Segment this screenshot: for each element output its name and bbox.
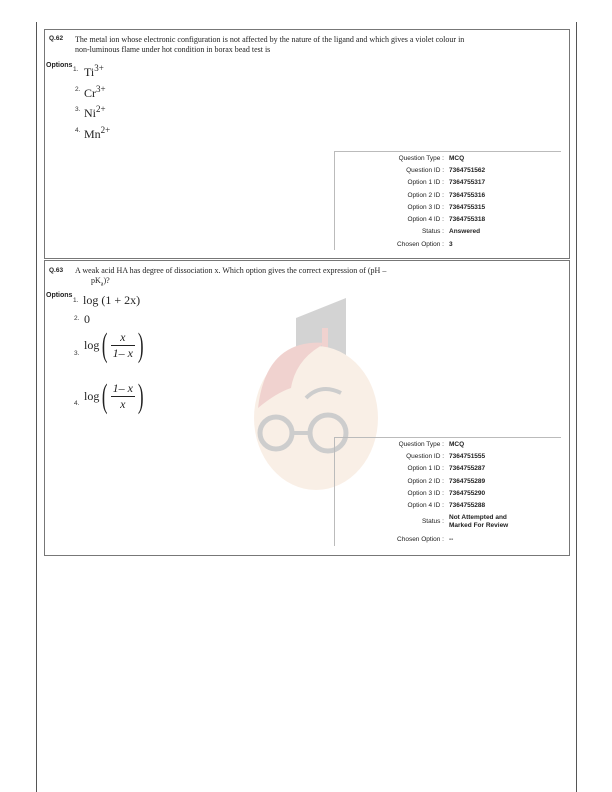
info-row-question-id — [335, 164, 561, 176]
left-page-rule — [36, 22, 37, 792]
question-text-pk: pK — [91, 276, 101, 285]
info-key: Option 3 ID : — [407, 203, 444, 211]
info-key: Option 2 ID : — [407, 477, 444, 485]
info-key: Question ID : — [406, 452, 444, 460]
info-key: Status : — [421, 228, 444, 236]
info-key: Option 3 ID : — [407, 489, 444, 497]
option-base: Ni — [84, 106, 96, 120]
info-value: 7364755287 — [449, 465, 486, 473]
right-paren: ) — [137, 326, 144, 364]
info-key: Status : — [421, 518, 444, 526]
info-key: Question ID : — [406, 166, 444, 174]
info-value: 7364751555 — [449, 452, 486, 460]
option-4-mn[interactable] — [84, 125, 110, 142]
info-value: 7364755318 — [449, 216, 486, 224]
info-row-option-1-id — [335, 463, 561, 475]
option-3-ni[interactable] — [84, 104, 106, 121]
info-row-option-3-id — [335, 487, 561, 499]
options-label: Options — [46, 292, 73, 299]
denominator: x — [120, 397, 126, 411]
question-text-line-1: A weak acid HA has degree of dissociation x. Which option gives the correct expression of (pH – — [75, 266, 387, 275]
denominator: 1– x — [112, 346, 133, 360]
info-value: 7364755288 — [449, 502, 486, 510]
option-charge: 3+ — [94, 63, 104, 73]
question-number: Q.62 — [49, 35, 64, 42]
question-text-sub: a — [100, 281, 104, 288]
option-charge: 3+ — [96, 84, 106, 94]
option-number: 4. — [74, 400, 80, 407]
info-key: Option 1 ID : — [407, 465, 444, 473]
info-row-question-id — [335, 450, 561, 462]
option-number: 2. — [75, 86, 81, 93]
option-number: 3. — [75, 106, 81, 113]
question-text — [75, 266, 465, 290]
question-text-end: )? — [103, 276, 110, 285]
question-text: The metal ion whose electronic configuration is not affected by the nature of the ligand and which gives a violet colour in non-luminous flame under hot condition in borax bead test is — [75, 35, 465, 54]
left-paren: ( — [102, 377, 108, 415]
chosen-value: 3 — [449, 240, 453, 248]
option-base: Ti — [84, 65, 95, 79]
option-1-log[interactable]: log (1 + 2x) — [83, 293, 141, 307]
status-value — [446, 514, 561, 530]
option-number: 2. — [74, 315, 80, 322]
question-62-info-table — [334, 151, 561, 250]
options-label: Options — [46, 62, 73, 69]
option-charge: 2+ — [100, 125, 111, 135]
option-base: Mn — [84, 127, 101, 141]
fraction — [111, 381, 135, 412]
info-row-option-2-id — [335, 475, 561, 487]
info-row-option-4-id — [335, 213, 561, 225]
info-key: Chosen Option : — [397, 240, 444, 248]
chosen-value: -- — [449, 536, 454, 544]
info-value: 7364755316 — [449, 191, 486, 199]
right-paren: ) — [137, 377, 144, 415]
log-text: log — [84, 389, 100, 403]
info-row-question-type — [335, 438, 561, 450]
info-key: Option 1 ID : — [407, 179, 444, 187]
option-2-cr[interactable] — [84, 84, 106, 101]
info-key: Chosen Option : — [397, 536, 444, 544]
info-key: Option 2 ID : — [407, 191, 444, 199]
numerator: 1– x — [112, 381, 133, 395]
info-key: Question Type : — [398, 440, 444, 448]
option-number: 4. — [75, 127, 81, 134]
question-number: Q.63 — [49, 267, 64, 274]
info-value: 7364755315 — [449, 203, 486, 211]
info-row-question-type — [335, 152, 561, 164]
info-row-chosen-option — [335, 238, 561, 250]
info-value: 7364755290 — [449, 489, 486, 497]
option-1-ti[interactable] — [84, 63, 104, 80]
info-row-option-2-id — [335, 189, 561, 201]
info-row-status — [335, 512, 561, 532]
info-key: Option 4 ID : — [407, 502, 444, 510]
option-number: 1. — [73, 297, 79, 304]
status-line-2: Marked For Review — [449, 521, 509, 529]
info-value: 7364751562 — [449, 166, 486, 174]
option-3-log-fraction[interactable] — [84, 326, 146, 374]
option-2-zero[interactable]: 0 — [84, 312, 90, 326]
status-line-1: Not Attempted and — [449, 513, 507, 521]
numerator: x — [111, 330, 135, 346]
info-row-option-4-id — [335, 499, 561, 511]
question-63-info-table — [334, 437, 561, 546]
option-base: Cr — [84, 86, 96, 100]
option-number: 3. — [74, 350, 80, 357]
left-paren: ( — [102, 326, 108, 364]
log-text: log — [84, 338, 100, 352]
info-key: Option 4 ID : — [407, 216, 444, 224]
info-key: Question Type : — [398, 154, 444, 162]
info-value: MCQ — [449, 154, 465, 162]
status-value: Answered — [449, 228, 481, 236]
info-value: 7364755289 — [449, 477, 486, 485]
info-value: MCQ — [449, 440, 465, 448]
right-page-rule — [576, 22, 577, 792]
option-charge: 2+ — [96, 104, 106, 114]
info-row-status — [335, 226, 561, 238]
info-row-option-3-id — [335, 201, 561, 213]
info-value: 7364755317 — [449, 179, 486, 187]
info-row-chosen-option — [335, 534, 561, 546]
option-4-log-fraction[interactable] — [84, 377, 146, 425]
fraction — [111, 330, 135, 361]
info-row-option-1-id — [335, 177, 561, 189]
option-number: 1. — [73, 66, 79, 73]
